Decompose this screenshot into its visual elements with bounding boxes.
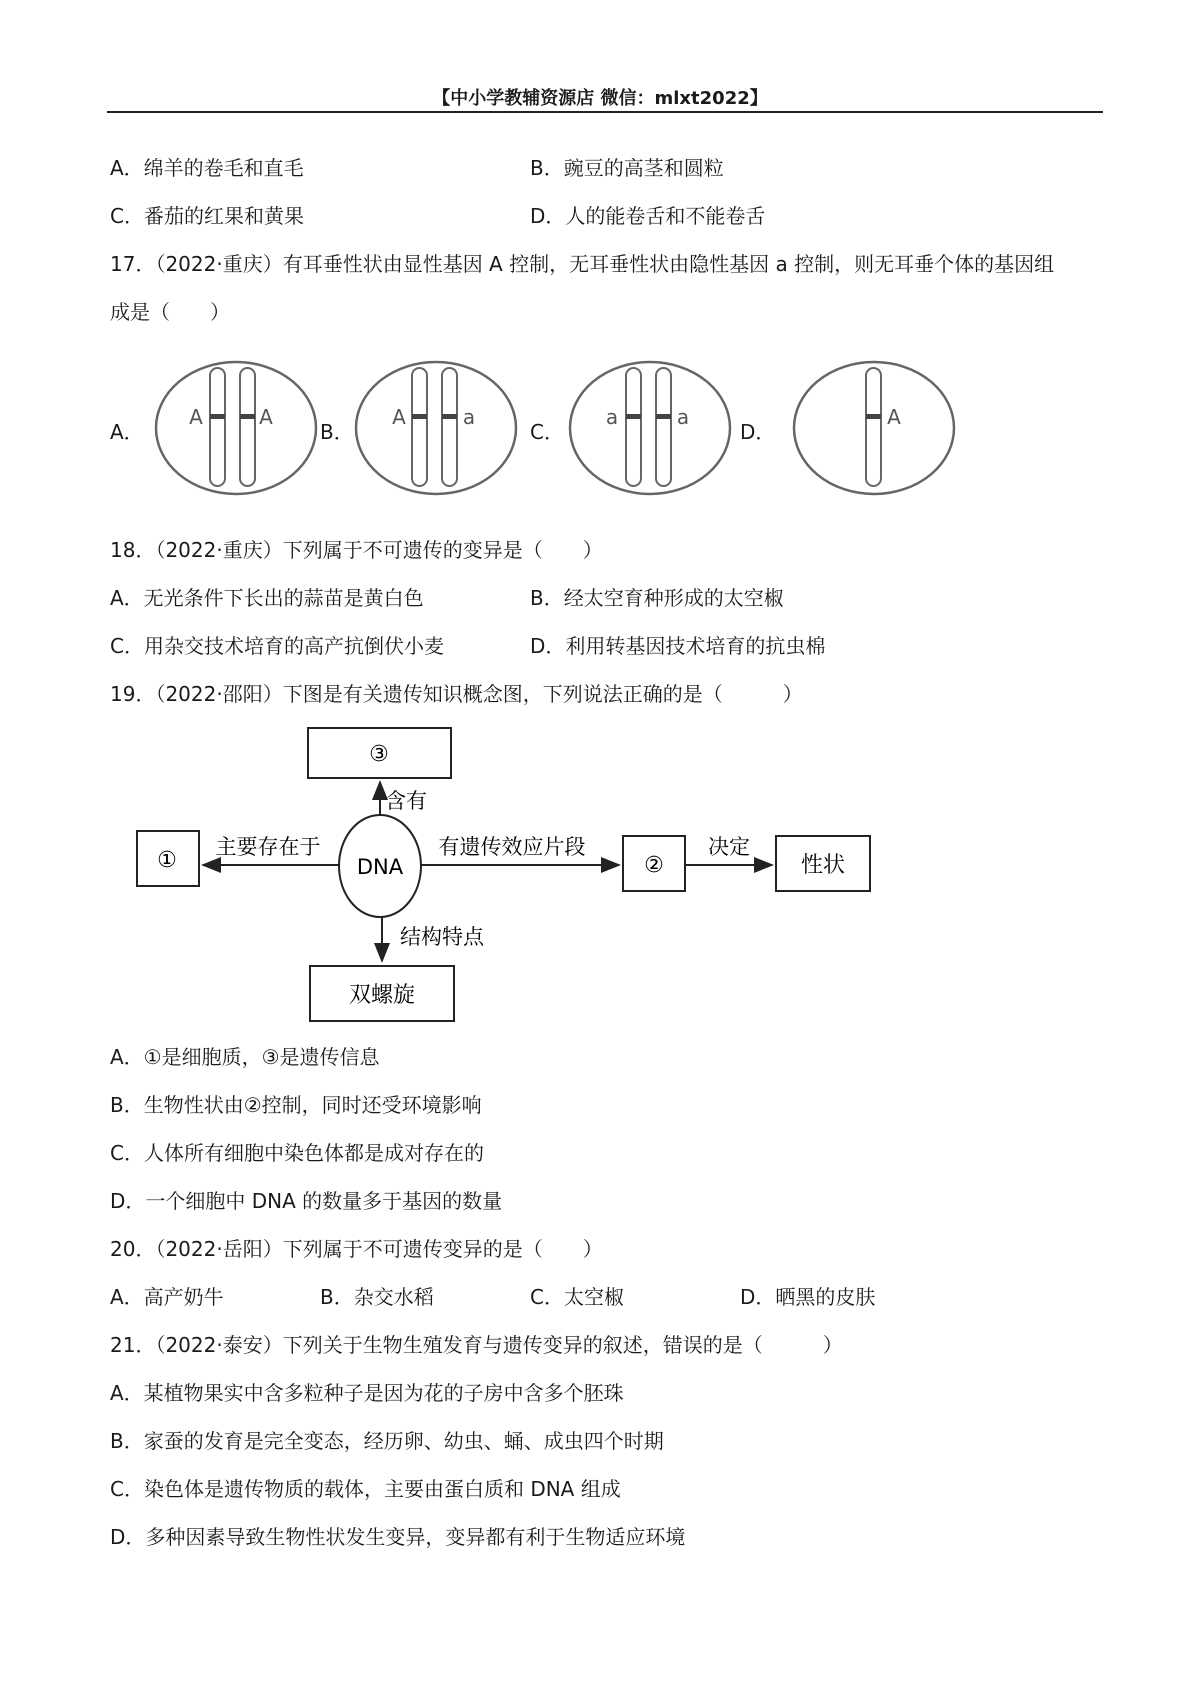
q16-option-b: B．豌豆的高茎和圆粒 bbox=[530, 156, 724, 180]
q20-option-b: B．杂交水稻 bbox=[320, 1285, 434, 1309]
q18-option-c: C．用杂交技术培育的高产抗倒伏小麦 bbox=[110, 634, 444, 658]
q17-option-c-letter: C． bbox=[530, 420, 564, 444]
q16-option-a: A．绵羊的卷毛和直毛 bbox=[110, 156, 304, 180]
q16-option-c: C．番茄的红果和黄果 bbox=[110, 204, 304, 228]
q19-option-b: B．生物性状由②控制，同时还受环境影响 bbox=[110, 1093, 482, 1117]
concept-map-diagram bbox=[0, 715, 1200, 1025]
box-1-label: ① bbox=[157, 848, 177, 873]
box-trait-label: 性状 bbox=[800, 853, 846, 878]
q20-option-a: A．高产奶牛 bbox=[110, 1285, 224, 1309]
label-mainly-in: 主要存在于 bbox=[215, 835, 321, 859]
q16-option-d: D．人的能卷舌和不能卷舌 bbox=[530, 204, 766, 228]
cell-a-figure bbox=[156, 362, 316, 494]
cell-b-gene-1: A bbox=[392, 405, 406, 429]
cell-b-figure bbox=[356, 362, 516, 494]
q18-stem: 18．（2022·重庆）下列属于不可遗传的变异是（ ） bbox=[110, 538, 603, 562]
q17-option-b-letter: B． bbox=[320, 420, 354, 444]
q21-option-d: D．多种因素导致生物性状发生变异，变异都有利于生物适应环境 bbox=[110, 1525, 686, 1549]
q19-option-d: D．一个细胞中 DNA 的数量多于基因的数量 bbox=[110, 1189, 503, 1213]
q20-option-d: D．晒黑的皮肤 bbox=[740, 1285, 876, 1309]
q21-stem: 21．（2022·泰安）下列关于生物生殖发育与遗传变异的叙述，错误的是（ ） bbox=[110, 1333, 843, 1357]
header-divider bbox=[107, 111, 1103, 113]
dna-label: DNA bbox=[356, 855, 404, 879]
q21-option-a: A．某植物果实中含多粒种子是因为花的子房中含多个胚珠 bbox=[110, 1381, 624, 1405]
q17-option-a-letter: A． bbox=[110, 420, 144, 444]
cell-d-gene-1: A bbox=[887, 405, 901, 429]
box-2-label: ② bbox=[644, 853, 664, 878]
box-3-label: ③ bbox=[369, 742, 389, 767]
cell-a-gene-1: A bbox=[189, 405, 203, 429]
label-contains: 含有 bbox=[385, 789, 427, 813]
q20-stem: 20．（2022·岳阳）下列属于不可遗传变异的是（ ） bbox=[110, 1237, 603, 1261]
q18-option-b: B．经太空育种形成的太空椒 bbox=[530, 586, 784, 610]
q21-option-c: C．染色体是遗传物质的载体，主要由蛋白质和 DNA 组成 bbox=[110, 1477, 621, 1501]
q19-option-a: A．①是细胞质，③是遗传信息 bbox=[110, 1045, 380, 1069]
q18-option-a: A．无光条件下长出的蒜苗是黄白色 bbox=[110, 586, 424, 610]
q19-stem: 19．（2022·邵阳）下图是有关遗传知识概念图，下列说法正确的是（ ） bbox=[110, 682, 803, 706]
cell-d-figure bbox=[794, 362, 954, 494]
q17-stem-line1: 17．（2022·重庆）有耳垂性状由显性基因 A 控制，无耳垂性状由隐性基因 a 控制，则无耳垂个体的基因组 bbox=[110, 252, 1055, 276]
box-double-helix-label: 双螺旋 bbox=[348, 983, 416, 1008]
q17-cell-figures bbox=[0, 350, 1200, 510]
q17-stem-line2: 成是（ ） bbox=[110, 300, 230, 324]
q21-option-b: B．家蚕的发育是完全变态，经历卵、幼虫、蛹、成虫四个时期 bbox=[110, 1429, 664, 1453]
q18-option-d: D．利用转基因技术培育的抗虫棉 bbox=[530, 634, 826, 658]
page-header: 【中小学教辅资源店 微信：mlxt2022】 bbox=[432, 88, 768, 109]
cell-c-gene-2: a bbox=[676, 405, 690, 429]
label-structure: 结构特点 bbox=[400, 925, 484, 949]
cell-b-gene-2: a bbox=[462, 405, 476, 429]
q19-option-c: C．人体所有细胞中染色体都是成对存在的 bbox=[110, 1141, 484, 1165]
q17-option-d-letter: D． bbox=[740, 420, 776, 444]
label-genetic-segment: 有遗传效应片段 bbox=[438, 835, 586, 859]
q20-option-c: C．太空椒 bbox=[530, 1285, 624, 1309]
cell-c-gene-1: a bbox=[605, 405, 619, 429]
cell-a-gene-2: A bbox=[259, 405, 273, 429]
cell-c-figure bbox=[570, 362, 730, 494]
label-determines: 决定 bbox=[708, 835, 750, 859]
